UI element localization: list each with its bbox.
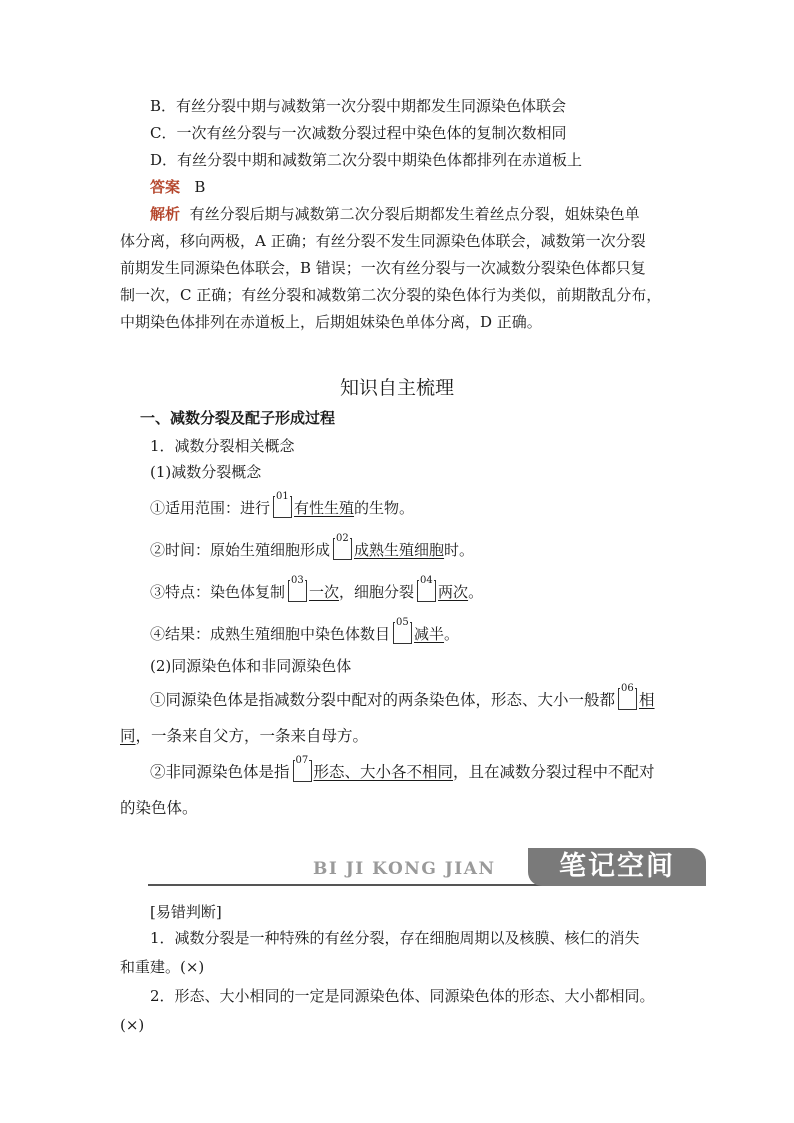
answer-line: [150, 177, 205, 197]
item-nonhomologous: ②非同源染色体是指 07 形态、大小各不相同，且在减数分裂过程中不配对 的染色体。: [120, 755, 655, 817]
heading-1-1: 1．减数分裂相关概念: [150, 437, 295, 455]
answer-value: B: [194, 178, 206, 196]
tip-2-line-2: (×): [120, 1016, 145, 1034]
analysis-line-2: 体分离，移向两极，A 正确；有丝分裂不发生同源染色体联会，减数第一次分裂: [120, 232, 646, 250]
choice-b: B．有丝分裂中期与减数第一次分裂中期都发生同源染色体联会: [150, 97, 567, 115]
analysis-block: [120, 201, 676, 336]
answer-blank: 07: [293, 760, 312, 782]
item-homologous: ①同源染色体是指减数分裂中配对的两条染色体，形态、大小一般都 06 相 同，一条来自父方，一条来自母方。: [120, 683, 655, 745]
answer-label: 答案: [150, 178, 181, 196]
item-result: ④结果：成熟生殖细胞中染色体数目 05 减半。: [150, 617, 460, 643]
banner-title: 笔记空间: [528, 848, 706, 886]
analysis-line-3: 前期发生同源染色体联会，B 错误；一次有丝分裂与一次减数分裂染色体都只复: [120, 259, 646, 277]
blank-answer: 相: [639, 691, 655, 709]
heading-a: (1)减数分裂概念: [150, 463, 262, 481]
answer-blank: 02: [333, 538, 352, 560]
choice-d: D．有丝分裂中期和减数第二次分裂中期染色体都排列在赤道板上: [150, 151, 583, 169]
analysis-line-4: 制一次，C 正确；有丝分裂和减数第二次分裂的染色体行为类似，前期散乱分布，: [120, 286, 662, 304]
tips-label: [易错判断]: [150, 903, 222, 921]
answer-blank: 06: [618, 688, 637, 710]
section-title: 知识自主梳理: [339, 377, 454, 399]
analysis-line-1: 解析 有丝分裂后期与减数第二次分裂后期都发生着丝点分裂，姐妹染色单: [150, 205, 640, 223]
blank-answer-cont: 同: [120, 727, 136, 745]
blank-answer: 成熟生殖细胞: [354, 541, 445, 559]
banner-rule: [148, 884, 548, 886]
blank-answer: 减半: [414, 625, 445, 643]
answer-blank: 03: [288, 580, 307, 602]
banner-pinyin: BI JI KONG JIAN: [313, 859, 496, 879]
heading-b: (2)同源染色体和非同源染色体: [150, 657, 352, 675]
analysis-line-5: 中期染色体排列在赤道板上，后期姐妹染色单体分离，D 正确。: [120, 313, 542, 331]
notes-banner: [148, 848, 708, 888]
item-time: ②时间：原始生殖细胞形成 02 成熟生殖细胞时。: [150, 533, 475, 559]
item-scope: ①适用范围：进行 01 有性生殖的生物。: [150, 491, 415, 517]
blank-answer: 有性生殖: [294, 499, 355, 517]
tips-block: [120, 924, 676, 1040]
answer-blank: 05: [393, 622, 412, 644]
blank-answer: 两次: [438, 583, 469, 601]
item-feature: ③特点：染色体复制 03 一次，细胞分裂 04 两次。: [150, 575, 484, 601]
tip-2-line-1: 2．形态、大小相同的一定是同源染色体、同源染色体的形态、大小都相同。: [150, 987, 655, 1005]
choice-c: C．一次有丝分裂与一次减数分裂过程中染色体的复制次数相同: [150, 124, 567, 142]
tip-1-line-1: 1．减数分裂是一种特殊的有丝分裂，存在细胞周期以及核膜、核仁的消失: [150, 929, 640, 947]
answer-blank: 04: [417, 580, 436, 602]
answer-blank: 01: [273, 496, 292, 518]
blank-answer: 形态、大小各不相同: [313, 763, 454, 781]
analysis-label: 解析: [150, 205, 181, 223]
heading-1: 一、减数分裂及配子形成过程: [140, 409, 336, 427]
blank-answer: 一次: [309, 583, 340, 601]
tip-1-line-2: 和重建。(×): [120, 958, 205, 976]
